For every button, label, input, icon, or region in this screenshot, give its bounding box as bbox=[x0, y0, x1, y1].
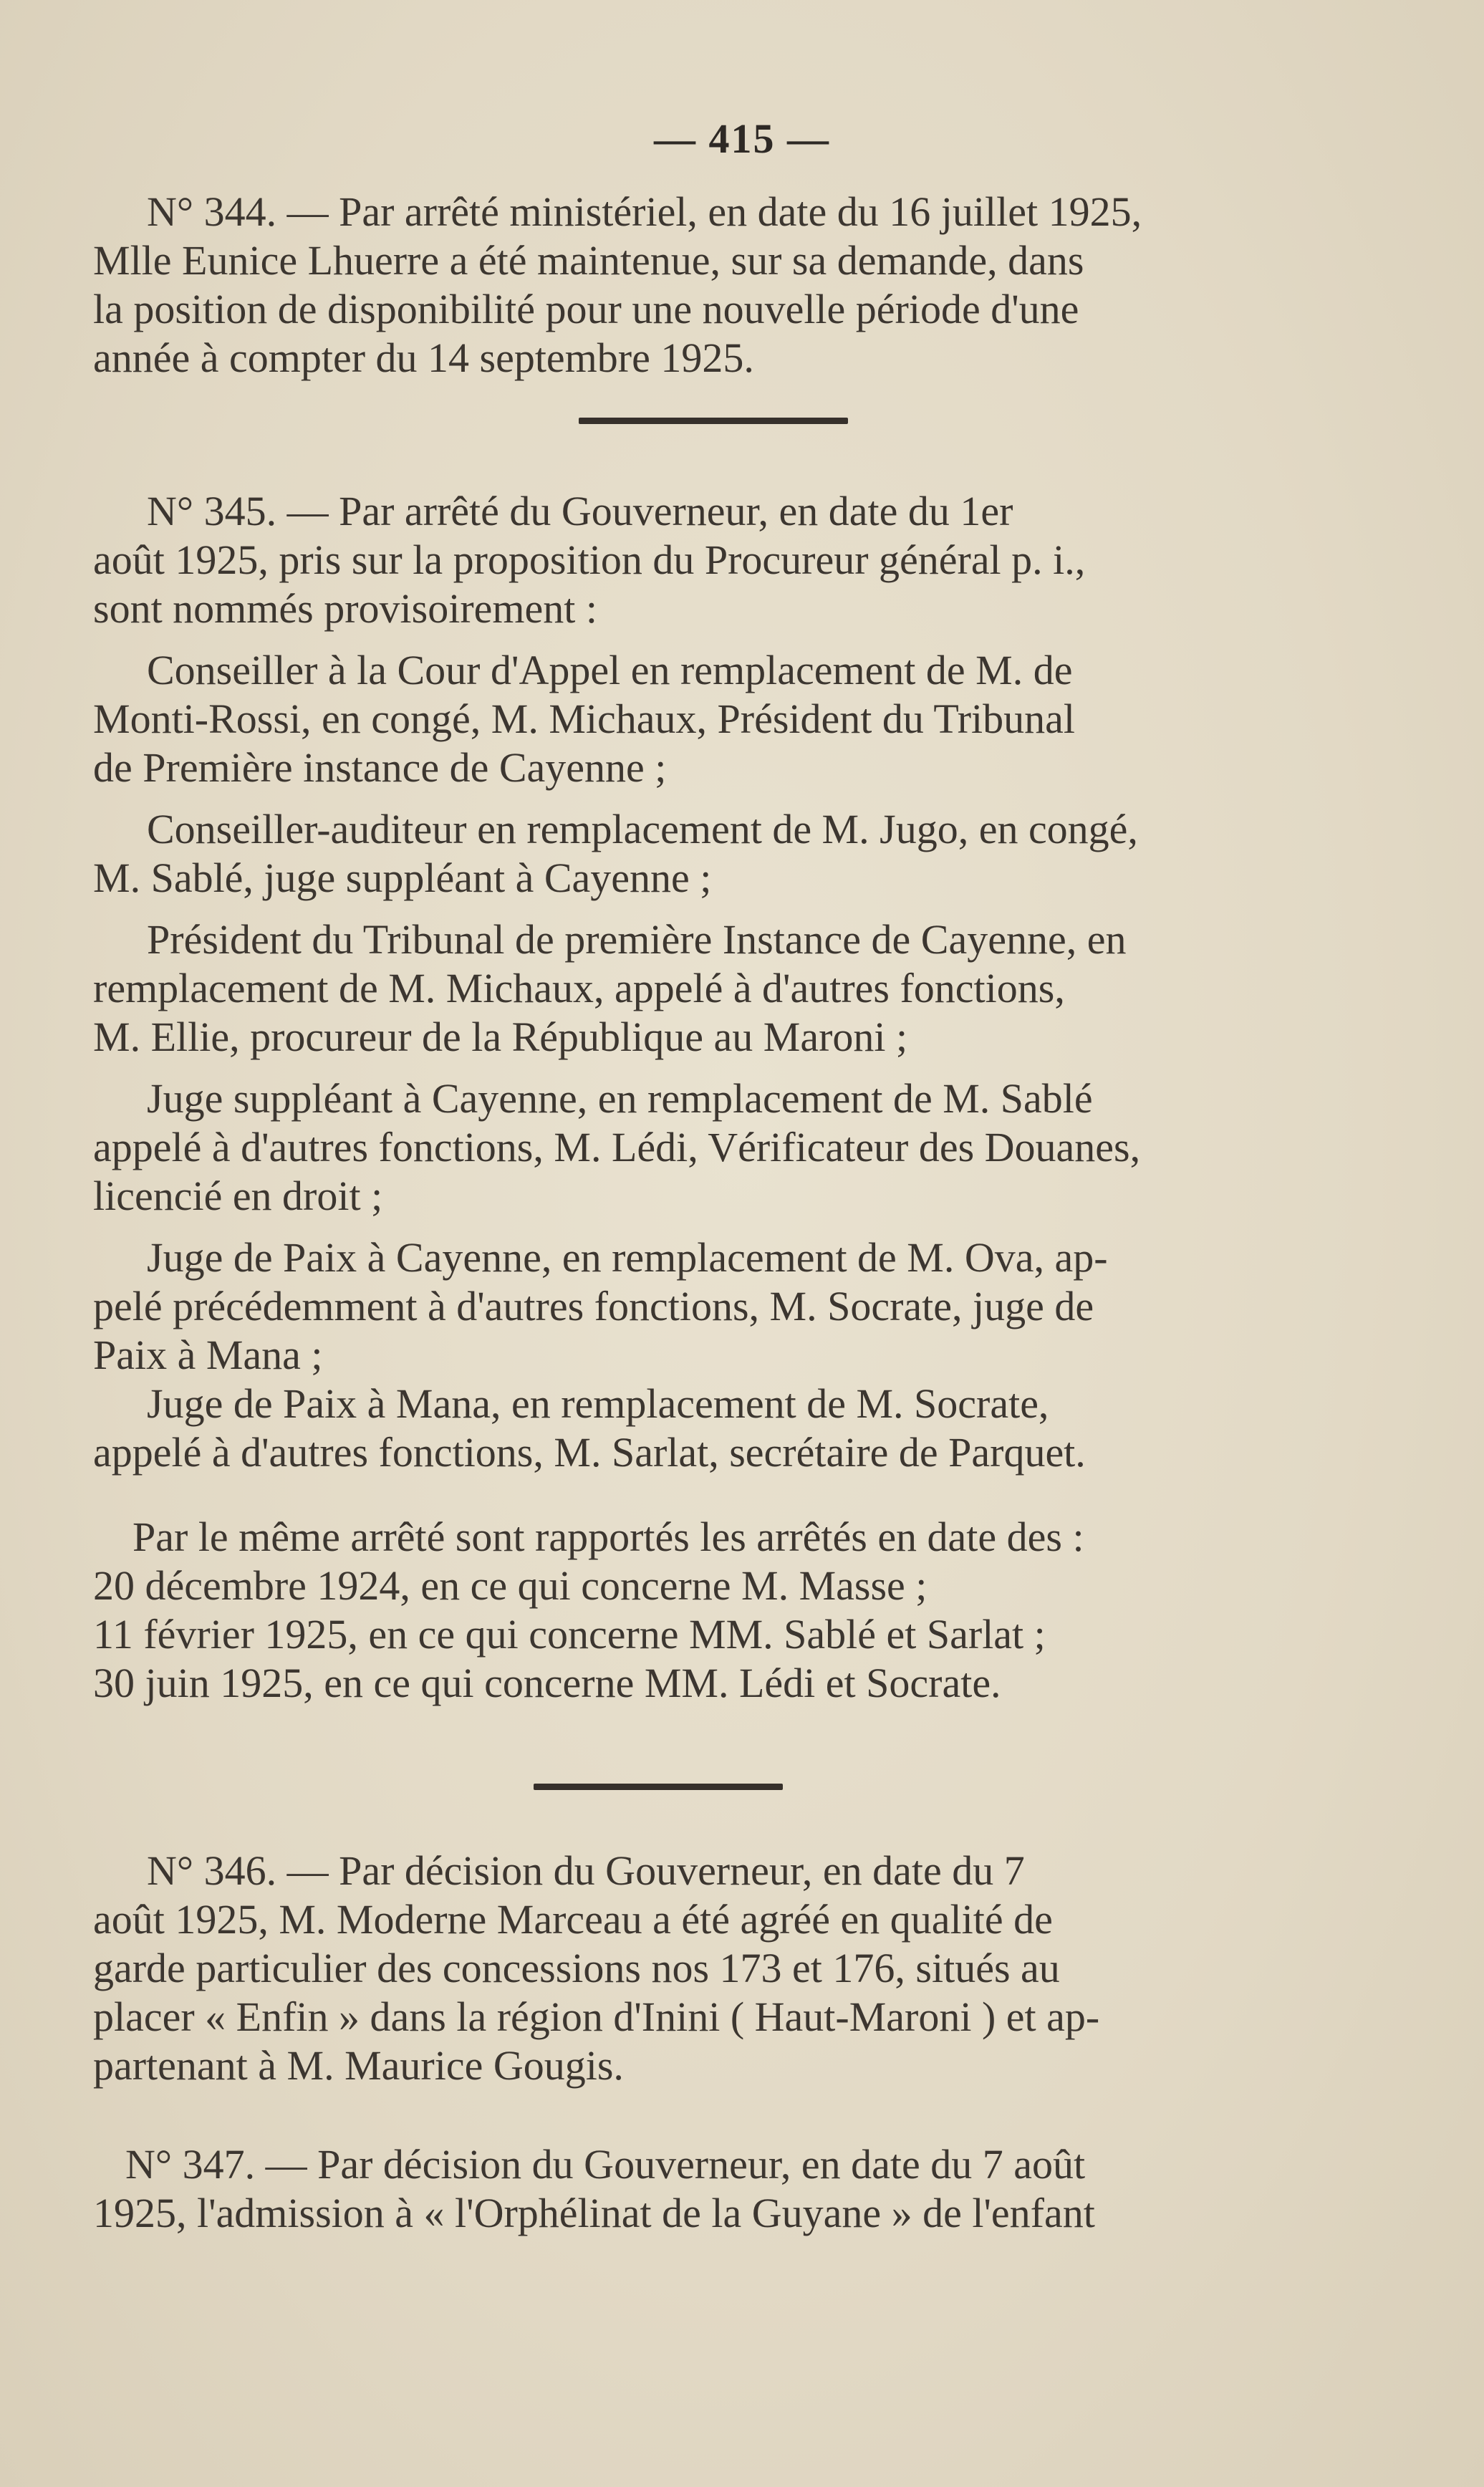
act-345-intro bbox=[93, 487, 1304, 633]
appointment-line: licencié en droit ; bbox=[93, 1173, 383, 1219]
act-345 bbox=[93, 487, 1304, 1708]
appointment-line: remplacement de M. Michaux, appelé à d'autres fonctions, bbox=[93, 965, 1065, 1011]
appointment-item bbox=[93, 805, 1304, 903]
act-346 bbox=[93, 1847, 1304, 2090]
page-number: — 415 — bbox=[654, 115, 830, 162]
act-345-intro-line: août 1925, pris sur la proposition du Procureur général p. i., bbox=[93, 537, 1086, 583]
act-346-line: partenant à M. Maurice Gougis. bbox=[93, 2042, 624, 2089]
appointment-line: de Première instance de Cayenne ; bbox=[93, 744, 667, 791]
act-344-line: année à compter du 14 septembre 1925. bbox=[93, 335, 754, 381]
act-344-line: N° 344. — Par arrêté ministériel, en date du 16 juillet 1925, bbox=[147, 188, 1142, 235]
act-344 bbox=[93, 188, 1304, 383]
revocation-line: 20 décembre 1924, en ce qui concerne M. Masse ; bbox=[93, 1562, 928, 1609]
appointment-line: Juge de Paix à Cayenne, en remplacement de M. Ova, ap- bbox=[147, 1234, 1108, 1281]
act-344-line: la position de disponibilité pour une nouvelle période d'une bbox=[93, 286, 1079, 332]
appointment-item bbox=[93, 1233, 1304, 1380]
act-346-line: placer « Enfin » dans la région d'Inini ( Haut-Maroni ) et ap- bbox=[93, 1993, 1100, 2040]
appointment-item bbox=[93, 646, 1304, 792]
act-346-line: garde particulier des concessions nos 173 et 176, situés au bbox=[93, 1945, 1060, 1991]
act-345-intro-line: sont nommés provisoirement : bbox=[93, 585, 597, 632]
act-347 bbox=[93, 2140, 1304, 2238]
appointment-item bbox=[93, 1380, 1304, 1477]
act-347-line: N° 347. — Par décision du Gouverneur, en date du 7 août bbox=[125, 2141, 1086, 2188]
appointment-line: Conseiller-auditeur en remplacement de M. Jugo, en congé, bbox=[147, 806, 1138, 852]
appointment-item bbox=[93, 915, 1304, 1062]
appointment-line: M. Ellie, procureur de la République au Maroni ; bbox=[93, 1014, 908, 1060]
section-divider bbox=[579, 418, 848, 424]
act-346-line: août 1925, M. Moderne Marceau a été agréé en qualité de bbox=[93, 1896, 1053, 1943]
appointment-line: Juge de Paix à Mana, en remplacement de M. Socrate, bbox=[147, 1380, 1049, 1427]
act-344-line: Mlle Eunice Lhuerre a été maintenue, sur sa demande, dans bbox=[93, 237, 1084, 284]
appointment-line: Monti-Rossi, en congé, M. Michaux, Président du Tribunal bbox=[93, 696, 1076, 742]
appointment-line: pelé précédemment à d'autres fonctions, M. Socrate, juge de bbox=[93, 1283, 1094, 1329]
appointment-line: Conseiller à la Cour d'Appel en remplacement de M. de bbox=[147, 647, 1073, 693]
act-346-line: N° 346. — Par décision du Gouverneur, en date du 7 bbox=[147, 1847, 1025, 1894]
appointment-line: appelé à d'autres fonctions, M. Sarlat, secrétaire de Parquet. bbox=[93, 1429, 1086, 1476]
section-divider bbox=[534, 1784, 783, 1790]
revocation-line: Par le même arrêté sont rapportés les arrêtés en date des : bbox=[132, 1514, 1084, 1560]
appointment-line: appelé à d'autres fonctions, M. Lédi, Vérificateur des Douanes, bbox=[93, 1124, 1141, 1170]
appointment-line: Juge suppléant à Cayenne, en remplacement de M. Sablé bbox=[147, 1075, 1093, 1122]
act-345-intro-line: N° 345. — Par arrêté du Gouverneur, en date du 1er bbox=[147, 488, 1013, 534]
revocation-line: 30 juin 1925, en ce qui concerne MM. Lédi et Socrate. bbox=[93, 1660, 1001, 1706]
appointment-line: Paix à Mana ; bbox=[93, 1332, 323, 1378]
appointment-item bbox=[93, 1074, 1304, 1221]
act-347-line: 1925, l'admission à « l'Orphélinat de la Guyane » de l'enfant bbox=[93, 2190, 1095, 2236]
appointment-line: Président du Tribunal de première Instance de Cayenne, en bbox=[147, 916, 1127, 963]
revocation-line: 11 février 1925, en ce qui concerne MM. Sablé et Sarlat ; bbox=[93, 1611, 1046, 1658]
appointment-line: M. Sablé, juge suppléant à Cayenne ; bbox=[93, 855, 712, 901]
act-345-revocations bbox=[93, 1513, 1304, 1708]
